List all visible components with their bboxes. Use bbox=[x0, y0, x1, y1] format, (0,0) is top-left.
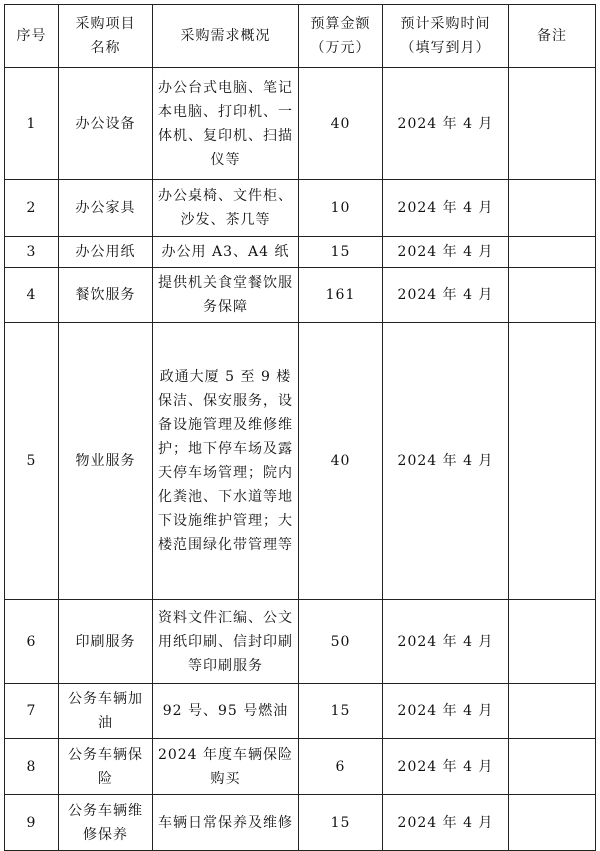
header-remark: 备注 bbox=[509, 5, 596, 68]
cell-seq: 9 bbox=[5, 795, 59, 851]
cell-remark bbox=[509, 68, 596, 180]
cell-name: 办公设备 bbox=[59, 68, 153, 180]
cell-time: 2024 年 4 月 bbox=[383, 739, 509, 795]
cell-time: 2024 年 4 月 bbox=[383, 68, 509, 180]
header-name-line1: 采购项目 bbox=[75, 16, 136, 32]
cell-seq: 2 bbox=[5, 180, 59, 237]
header-budget-line2: （万元） bbox=[310, 40, 371, 56]
table-row bbox=[5, 795, 596, 851]
cell-time: 2024 年 4 月 bbox=[383, 268, 509, 323]
cell-time: 2024 年 4 月 bbox=[383, 600, 509, 684]
cell-time: 2024 年 4 月 bbox=[383, 795, 509, 851]
cell-seq: 5 bbox=[5, 323, 59, 600]
cell-desc: 办公台式电脑、笔记本电脑、打印机、一体机、复印机、扫描仪等 bbox=[153, 68, 299, 180]
cell-name: 办公用纸 bbox=[59, 237, 153, 268]
cell-time: 2024 年 4 月 bbox=[383, 684, 509, 739]
procurement-table-wrap bbox=[4, 4, 596, 851]
cell-desc: 政通大厦 5 至 9 楼保洁、保安服务，设备设施管理及维修维护；地下停车场及露天停车场管理；院内化粪池、下水道等地下设施维护管理；大楼范围绿化带管理等 bbox=[153, 323, 299, 600]
cell-seq: 4 bbox=[5, 268, 59, 323]
header-row bbox=[5, 5, 596, 68]
cell-seq: 1 bbox=[5, 68, 59, 180]
header-budget-line1: 预算金额 bbox=[310, 16, 371, 32]
cell-time: 2024 年 4 月 bbox=[383, 323, 509, 600]
table-row bbox=[5, 268, 596, 323]
cell-budget: 15 bbox=[299, 237, 383, 268]
cell-budget: 15 bbox=[299, 795, 383, 851]
cell-remark bbox=[509, 684, 596, 739]
table-row bbox=[5, 739, 596, 795]
cell-budget: 50 bbox=[299, 600, 383, 684]
header-desc: 采购需求概况 bbox=[153, 5, 299, 68]
cell-budget: 10 bbox=[299, 180, 383, 237]
cell-desc: 资料文件汇编、公文用纸印刷、信封印刷等印刷服务 bbox=[153, 600, 299, 684]
cell-remark bbox=[509, 180, 596, 237]
cell-remark bbox=[509, 237, 596, 268]
cell-remark bbox=[509, 795, 596, 851]
header-time-line2: （填写到月） bbox=[400, 40, 491, 56]
cell-remark bbox=[509, 268, 596, 323]
cell-budget: 40 bbox=[299, 68, 383, 180]
cell-desc: 92 号、95 号燃油 bbox=[153, 684, 299, 739]
cell-desc: 车辆日常保养及维修 bbox=[153, 795, 299, 851]
table-row bbox=[5, 180, 596, 237]
cell-budget: 6 bbox=[299, 739, 383, 795]
cell-remark bbox=[509, 323, 596, 600]
cell-desc: 提供机关食堂餐饮服务保障 bbox=[153, 268, 299, 323]
cell-name: 餐饮服务 bbox=[59, 268, 153, 323]
cell-seq: 7 bbox=[5, 684, 59, 739]
cell-budget: 40 bbox=[299, 323, 383, 600]
cell-name: 公务车辆维修保养 bbox=[59, 795, 153, 851]
table-row bbox=[5, 68, 596, 180]
cell-name: 办公家具 bbox=[59, 180, 153, 237]
cell-desc: 办公用 A3、A4 纸 bbox=[153, 237, 299, 268]
cell-desc: 2024 年度车辆保险购买 bbox=[153, 739, 299, 795]
cell-seq: 3 bbox=[5, 237, 59, 268]
table-row bbox=[5, 323, 596, 600]
cell-desc: 办公桌椅、文件柜、沙发、茶几等 bbox=[153, 180, 299, 237]
table-row bbox=[5, 600, 596, 684]
cell-remark bbox=[509, 739, 596, 795]
header-budget bbox=[299, 5, 383, 68]
header-name bbox=[59, 5, 153, 68]
header-time bbox=[383, 5, 509, 68]
cell-seq: 8 bbox=[5, 739, 59, 795]
procurement-plan-table bbox=[4, 4, 596, 851]
table-row bbox=[5, 684, 596, 739]
header-seq: 序号 bbox=[5, 5, 59, 68]
cell-name: 公务车辆保险 bbox=[59, 739, 153, 795]
table-row bbox=[5, 237, 596, 268]
cell-remark bbox=[509, 600, 596, 684]
cell-name: 印刷服务 bbox=[59, 600, 153, 684]
header-time-line1: 预计采购时间 bbox=[400, 16, 491, 32]
cell-name: 公务车辆加油 bbox=[59, 684, 153, 739]
cell-seq: 6 bbox=[5, 600, 59, 684]
cell-time: 2024 年 4 月 bbox=[383, 180, 509, 237]
cell-budget: 161 bbox=[299, 268, 383, 323]
cell-name: 物业服务 bbox=[59, 323, 153, 600]
cell-budget: 15 bbox=[299, 684, 383, 739]
cell-time: 2024 年 4 月 bbox=[383, 237, 509, 268]
header-name-line2: 名称 bbox=[90, 40, 121, 56]
